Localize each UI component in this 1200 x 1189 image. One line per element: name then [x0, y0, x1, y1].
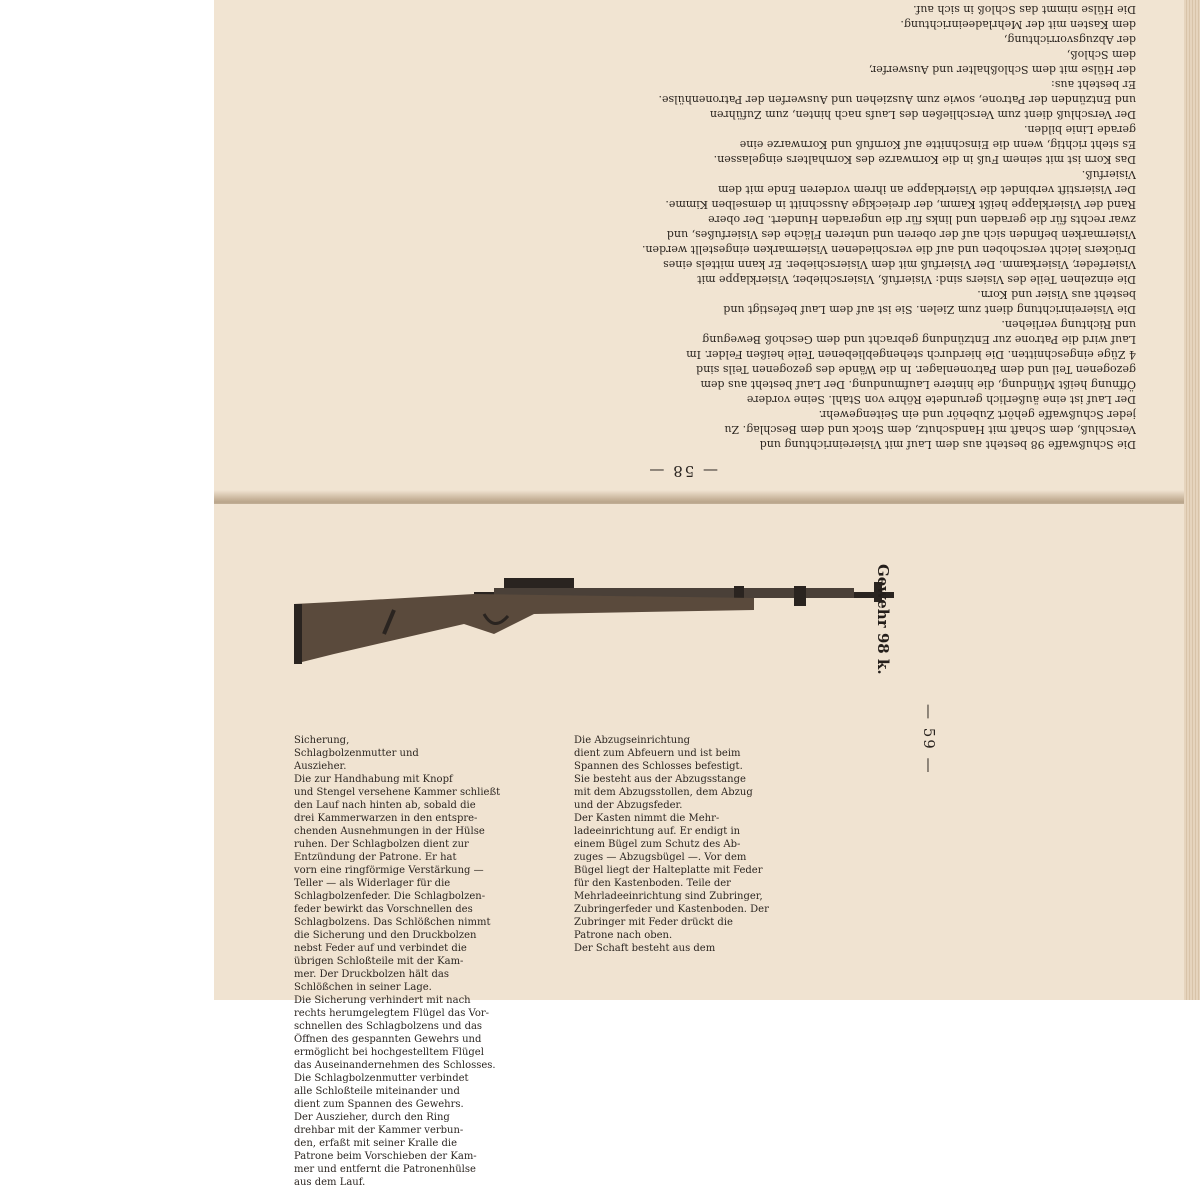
figure-title: Gewehr 98 k. [874, 564, 892, 675]
text-line: Visierfeder, Visierkamm. Der Visierfuß mit dem Visierschieber. Er kann mittels eines [663, 258, 1136, 271]
text-line: Sicherung, [294, 735, 350, 746]
text-line: Die Abzugseinrichtung [574, 735, 691, 746]
text-line: Die Schußwaffe 98 besteht aus dem Lauf mit Visiereinrichtung und [759, 438, 1136, 451]
text-line: ermöglicht bei hochgestelltem Flügel [294, 1047, 484, 1058]
text-line: der Hülse mit dem Schloßhalter und Auswerfer, [868, 63, 1136, 76]
text-line: mer und entfernt die Patronenhülse [294, 1164, 476, 1175]
page-number: — 58 — [647, 462, 718, 480]
text-line: Öffnung heißt Mündung, die hintere Laufmundung. Der Lauf besteht aus dem [700, 378, 1136, 391]
text-line: drei Kammerwarzen in den entspre- [294, 813, 478, 824]
text-line: Der Visierstift verbindet die Visierklappe an ihrem vorderen Ende mit dem [718, 183, 1136, 196]
text-line: und Richtung verliehen. [1001, 318, 1136, 331]
text-line: Spannen des Schlosses befestigt. [574, 761, 743, 772]
text-line: Die Sicherung verhindert mit nach [294, 995, 471, 1006]
text-line: chenden Ausnehmungen in der Hülse [294, 826, 485, 837]
page-58-text [456, 0, 1136, 452]
text-line: Der Lauf ist eine äußerlich gerundete Röhre von Stahl. Seine vordere [746, 393, 1136, 406]
text-line: Patrone beim Vorschieben der Kam- [294, 1151, 477, 1162]
text-line: zwar rechts für die geraden und links für die ungeraden Hundert. Der obere [708, 213, 1136, 226]
text-line: und der Abzugsfeder. [574, 800, 683, 811]
text-line: Der Schaft besteht aus dem [574, 943, 716, 954]
text-line: dient zum Spannen des Gewehrs. [294, 1099, 464, 1110]
text-line: Die Visiereinrichtung dient zum Zielen. Sie ist auf dem Lauf befestigt und [723, 303, 1136, 316]
page-59 [214, 504, 1184, 1188]
page-59-rotated [214, 504, 1184, 1188]
text-line: gezogenen Teil und dem Patronenlager. In die Wände des gezogenen Teils sind [696, 363, 1136, 376]
text-line: übrigen Schloßteile mit der Kam- [294, 956, 464, 967]
page-number: — 59 — [920, 704, 938, 775]
text-line: dem Kasten mit der Mehrladeeinrichtung. [900, 18, 1136, 31]
text-line: Die Schlagbolzenmutter verbindet [294, 1073, 469, 1084]
text-line: zuges — Abzugsbügel —. Vor dem [574, 852, 747, 863]
text-line: Die einzelnen Teile des Visiers sind: Visierfuß, Visierschieber, Visierklappe mit [697, 273, 1136, 286]
text-line: Es steht richtig, wenn die Einschnitte auf Kornfuß und Kornwarze eine [739, 138, 1136, 151]
text-line: feder bewirkt das Vorschnellen des [294, 904, 473, 915]
page-edges [1184, 0, 1200, 1000]
rifle-figure [294, 564, 894, 714]
text-line: Schlagbolzenmutter und [294, 748, 419, 759]
text-line: die Sicherung und den Druckbolzen [294, 930, 477, 941]
text-line: der Abzugsvorrichtung, [1003, 33, 1136, 46]
text-line: besteht aus Visier und Korn. [977, 288, 1136, 301]
text-line: den, erfaßt mit seiner Kralle die [294, 1138, 458, 1149]
text-line: für den Kastenboden. Teile der [574, 878, 731, 889]
text-line: schnellen des Schlagbolzens und das [294, 1021, 483, 1032]
page-59-column-right [574, 734, 834, 955]
page-59-column-left [294, 734, 554, 1189]
text-line: ruhen. Der Schlagbolzen dient zur [294, 839, 469, 850]
text-line: mer. Der Druckbolzen hält das [294, 969, 449, 980]
page-58 [214, 0, 1184, 496]
text-line: Visierfuß. [1081, 168, 1136, 181]
text-line: Patrone nach oben. [574, 930, 673, 941]
text-line: Sie besteht aus der Abzugsstange [574, 774, 746, 785]
text-line: Rand der Visierklappe heißt Kamm, der dreieckige Ausschnitt in demselben Kimme. [665, 198, 1136, 211]
text-line: Lauf wird die Patrone zur Entzündung gebracht und dem Geschoß Bewegung [702, 333, 1136, 346]
text-line: das Auseinandernehmen des Schlosses. [294, 1060, 496, 1071]
text-line: aus dem Lauf. [294, 1177, 366, 1188]
text-line: Er besteht aus: [1051, 78, 1136, 91]
text-line: Schlößchen in seiner Lage. [294, 982, 432, 993]
text-line: 4 Züge eingeschnitten. Die hierdurch stehengebliebenen Teile heißen Felder. Im [686, 348, 1136, 361]
text-line: Auszieher. [294, 761, 347, 772]
text-line: und Stengel versehene Kammer schließt [294, 787, 501, 798]
text-line: Das Korn ist mit seinem Fuß in die Kornwarze des Kornhalters eingelassen. [713, 153, 1136, 166]
text-line: Bügel liegt der Halteplatte mit Feder [574, 865, 763, 876]
text-line: Mehrladeeinrichtung sind Zubringer, [574, 891, 763, 902]
text-line: ladeeinrichtung auf. Er endigt in [574, 826, 741, 837]
text-line: nebst Feder auf und verbindet die [294, 943, 467, 954]
text-line: Der Verschluß dient zum Verschließen des Laufs nach hinten, zum Zuführen [709, 108, 1136, 121]
text-line: den Lauf nach hinten ab, sobald die [294, 800, 476, 811]
text-line: jeder Schußwaffe gehört Zubehör und ein Seitengewehr. [818, 408, 1136, 421]
text-line: alle Schloßteile miteinander und [294, 1086, 460, 1097]
open-book [214, 0, 1136, 1188]
text-line: drehbar mit der Kammer verbun- [294, 1125, 464, 1136]
text-line: rechts herumgelegtem Flügel das Vor- [294, 1008, 489, 1019]
text-line: Der Kasten nimmt die Mehr- [574, 813, 720, 824]
page-58-rotated [214, 0, 1184, 496]
text-line: Zubringer mit Feder drückt die [574, 917, 733, 928]
text-line: Die zur Handhabung mit Knopf [294, 774, 453, 785]
text-line: gerade Linie bilden. [1023, 123, 1136, 136]
text-line: Drückers leicht verschoben und auf die verschiedenen Visiermarken eingestellt werden. [641, 243, 1136, 256]
text-line: dient zum Abfeuern und ist beim [574, 748, 741, 759]
text-line: Verschluß, dem Schaft mit Handschutz, dem Stock und dem Beschlag. Zu [724, 423, 1136, 436]
rifle-illustration [294, 564, 894, 714]
text-line: Die Hülse nimmt das Schloß in sich auf. [913, 3, 1136, 16]
text-line: Schlagbolzenfeder. Die Schlagbolzen- [294, 891, 486, 902]
text-line: Schlagbolzens. Das Schlößchen nimmt [294, 917, 491, 928]
text-line: dem Schloß, [1066, 48, 1136, 61]
text-line [456, 0, 1136, 2]
text-line: Teller — als Widerlager für die [294, 878, 451, 889]
text-line: Entzündung der Patrone. Er hat [294, 852, 457, 863]
text-line: Der Auszieher, durch den Ring [294, 1112, 450, 1123]
text-line: und Entzünden der Patrone, sowie zum Ausziehen und Auswerfen der Patronenhülse. [658, 93, 1136, 106]
text-line: mit dem Abzugsstollen, dem Abzug [574, 787, 753, 798]
text-line: Öffnen des gespannten Gewehrs und [294, 1034, 482, 1045]
text-line: Visiermarken befinden sich auf der oberen und unteren Fläche des Visierfußes, und [666, 228, 1136, 241]
text-line: vorn eine ringförmige Verstärkung — [294, 865, 484, 876]
text-line: einem Bügel zum Schutz des Ab- [574, 839, 741, 850]
text-line: Zubringerfeder und Kastenboden. Der [574, 904, 769, 915]
